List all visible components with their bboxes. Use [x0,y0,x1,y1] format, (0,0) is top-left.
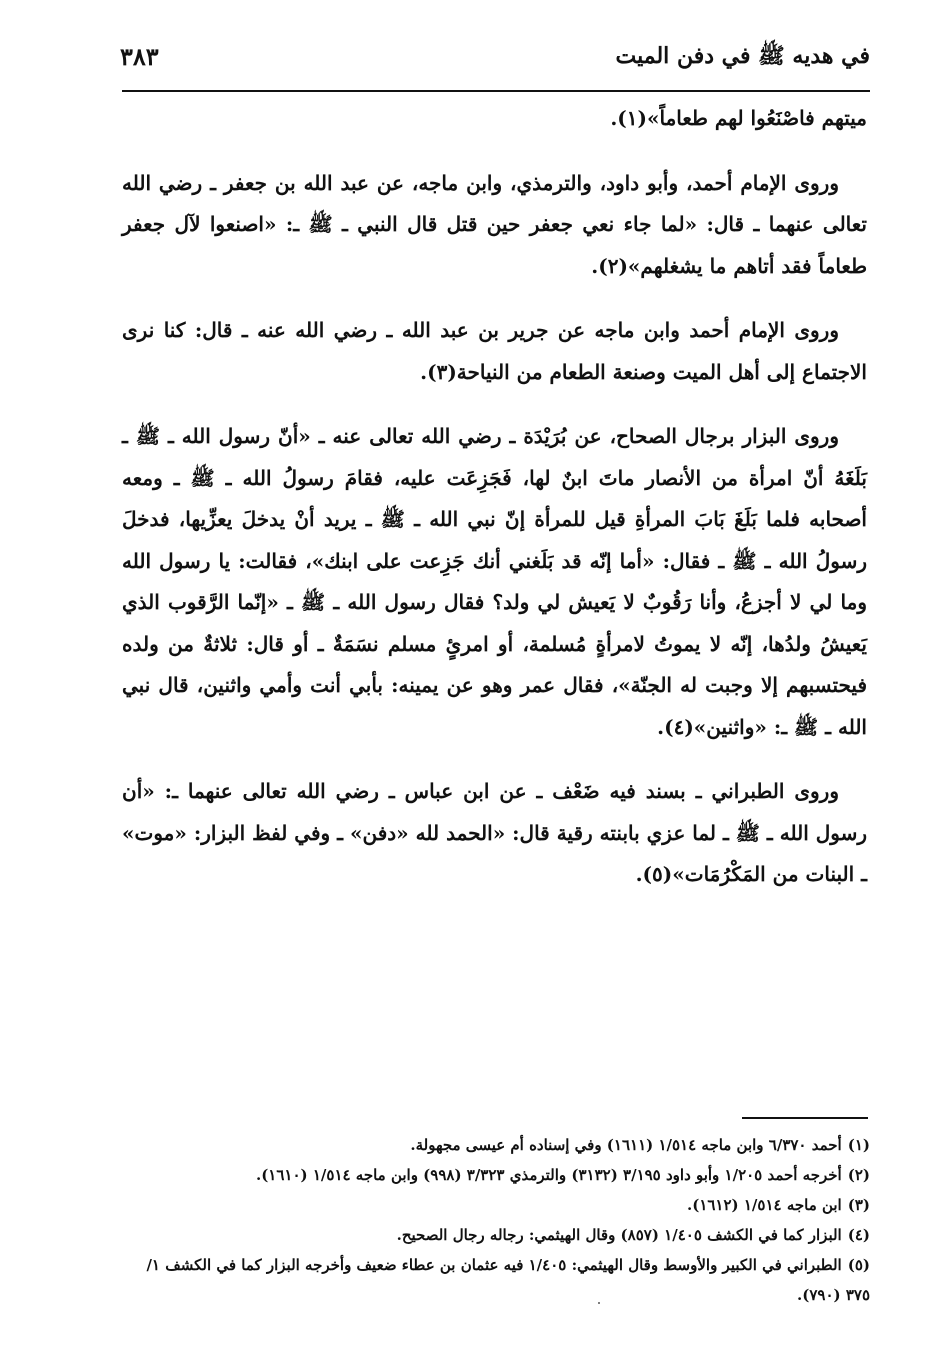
footnote-text: الطبراني في الكبير والأوسط وقال الهيثمي: ١/٤٠٥ فيه عثمان بن عطاء ضعيف وأخرجه البزار كما في الكشف ١/ ٣٧٥ (٧٩٠). [146,1256,870,1304]
paragraph-continuation: ميتهم فاصْنَعُوا لهم طعاماً»(١). [610,106,867,130]
paragraph-jarir: وروى الإمام أحمد وابن ماجه عن جرير بن عبد الله ـ رضي الله عنه ـ قال: كنا نرى الاجتماع إلى أهل الميت وصنعة الطعام من النياحة(٣). [122,318,867,384]
footnote-number: (٥) [847,1256,870,1274]
footnote-text: ابن ماجه ١/٥١٤ (١٦١٢). [686,1196,842,1214]
footnote-text: أحمد ٦/٣٧٠ وابن ماجه ١/٥١٤ (١٦١١) وفي إسناده أم عيسى مجهولة. [410,1136,842,1154]
header-rule [122,90,870,92]
footnotes [122,1130,870,1310]
footnote-number: (٤) [847,1226,870,1244]
footnote-text: البزار كما في الكشف ١/٤٠٥ (٨٥٧) وقال الهيثمي: رجاله رجال الصحيح. [396,1226,842,1244]
page-number: ٣٨٣ [120,42,159,71]
footnote-rule [742,1117,868,1119]
paragraph-jafar: وروى الإمام أحمد، وأبو داود، والترمذي، وابن ماجه، عن عبد الله بن جعفر ـ رضي الله تعالى عنهما ـ قال: «لما جاء نعي جعفر حين قتل قال النبي ـ ﷺ ـ: «اصنعوا لآل جعفر طعاماً فقد أتاهم ما يشغلهم»(٢). [122,170,867,278]
paragraph-buraydah: وروى البزار برجال الصحاح، عن بُرَيْدَة ـ رضي الله تعالى عنه ـ «أنّ رسول الله ـ ﷺ ـ بَلَغَهُ أنّ امرأة من الأنصار ماتَ ابنٌ لها، فَجَزِعَت عليه، فقامَ رسولُ الله ـ ﷺ ـ ومعه أصحابه فلما بَلَغَ بَابَ المرأةِ قيل للمرأة إنّ نبي الله ـ ﷺ ـ يريد أنْ يدخلَ يعزِّيها، فدخلَ رسولُ الله ـ ﷺ ـ فقال: «أما إنّه قد بَلَغني أنك جَزِعت على ابنك»، فقالت: يا رسول الله وما لي لا أجزعُ، وأنا رَقُوبٌ لا يَعيش لي ولد؟ فقال رسول الله ـ ﷺ ـ «إنّما الرَّقوب الذي يَعيشُ ولدُها، إنّه لا يموتُ لامرأةٍ مُسلمة، أو امرئٍ مسلم نسَمَةٌ ـ أو قال: ثلاثةٌ من ولده فيحتسبهم إلا وجبت له الجنّة»، فقال عمر وهو عن يمينه: بأبي أنت وأمي واثنين، قال نبي الله ـ ﷺ ـ: «واثنين»(٤). [122,424,867,739]
main-text [122,98,867,919]
paragraph-ibn-abbas: وروى الطبراني ـ بسند فيه ضَعْف ـ عن ابن عباس ـ رضي الله تعالى عنهما ـ: «أن رسول الله ـ ﷺ ـ لما عزي بابنته رقية قال: «الحمد لله «دفن» ـ وفي لفظ البزار: «موت» ـ البنات من المَكْرُمَات»(٥). [122,779,867,886]
footnote-number: (١) [847,1136,870,1154]
footnote-2 [122,1160,870,1190]
footnote-4 [122,1220,870,1250]
footnote-5 [122,1250,870,1310]
footnote-text: أخرجه أحمد ١/٢٠٥ وأبو داود ٣/١٩٥ (٣١٣٢) والترمذي ٣/٣٢٣ (٩٩٨) وابن ماجه ١/٥١٤ (١٦١٠). [255,1166,842,1184]
scan-speck [598,1302,600,1304]
running-title: في هديه ﷺ في دفن الميت [615,43,870,69]
footnote-3 [122,1190,870,1220]
footnote-number: (٣) [847,1196,870,1214]
footnote-number: (٢) [847,1166,870,1184]
footnote-1 [122,1130,870,1160]
page-header [120,38,870,88]
